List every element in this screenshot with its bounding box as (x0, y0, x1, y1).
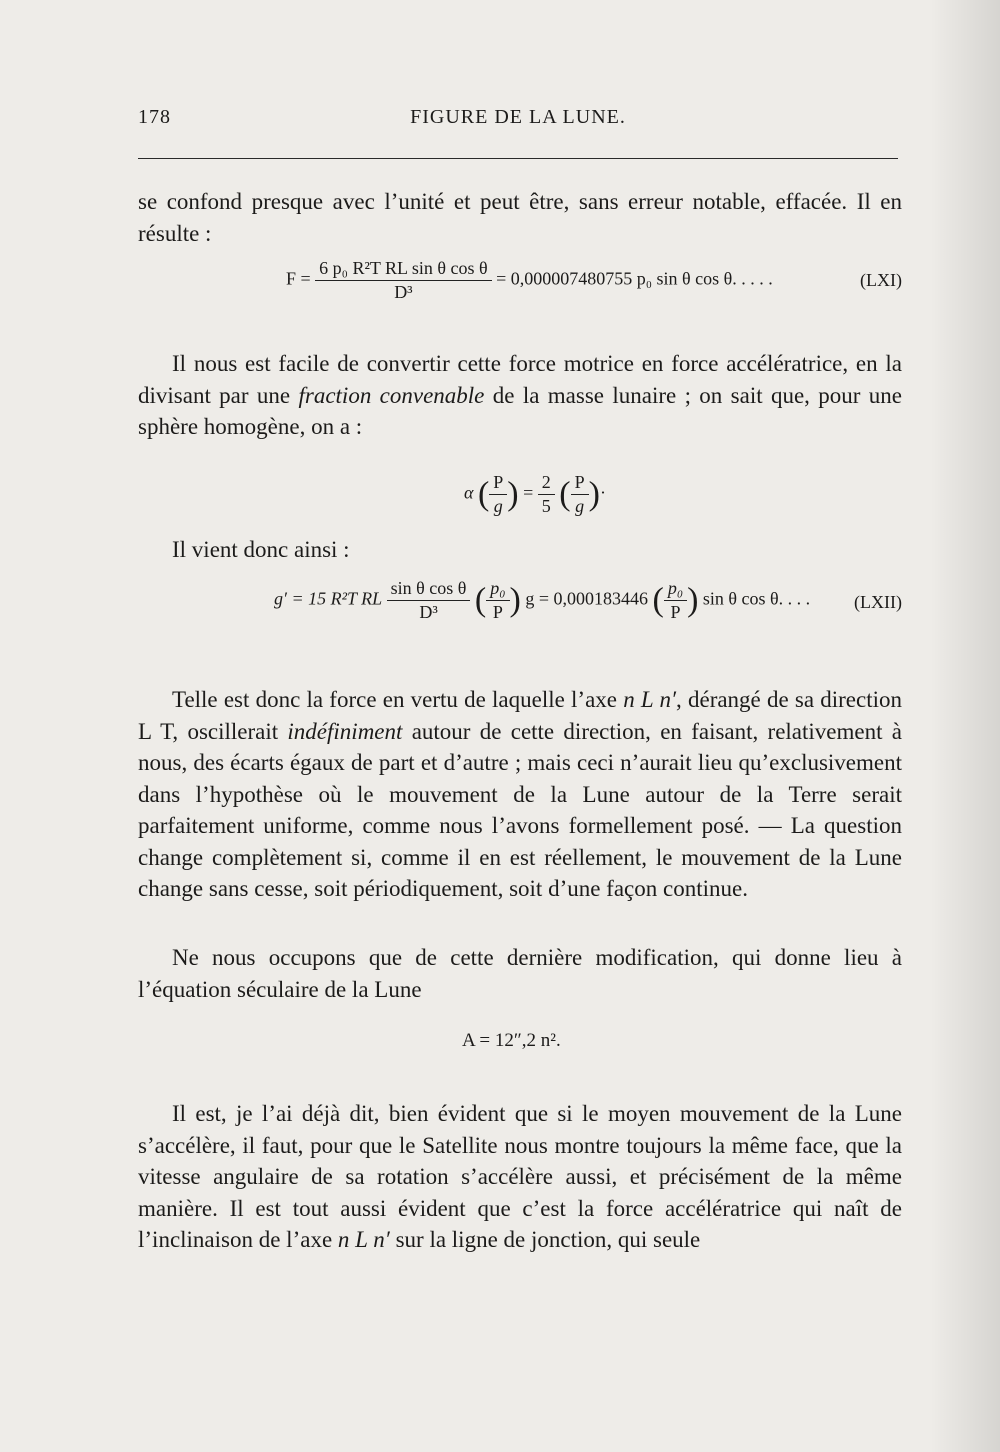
eq2-end: · (599, 482, 606, 503)
eq2-fraction-right (571, 472, 589, 517)
eq3-p0-over-P-2 (664, 578, 687, 623)
equation-moment (464, 472, 606, 517)
equation-lxi (286, 258, 902, 303)
paragraph-1: se confond presque avec l’unité et peut être, sans erreur notable, effacée. Il en résulte : (138, 189, 902, 246)
eq2-paren-close: ) (507, 475, 519, 513)
p4-text-1: Telle est donc la force en vertu de laquelle l’axe (172, 687, 624, 712)
eq2-equals: = (523, 482, 534, 503)
eq2-fraction-left (489, 472, 507, 517)
p6-axis: n L n′ (337, 1227, 390, 1252)
equation-secular: A = 12″,2 n². (462, 1030, 561, 1051)
page-header (138, 106, 898, 136)
eq3-numerator: sin θ cos θ (387, 578, 471, 601)
eq1-denominator: D³ (394, 282, 413, 302)
p4-text-2: , dérangé de sa direction L T, oscillerait (138, 687, 902, 744)
eq2-g-right: g (575, 496, 585, 516)
paragraph-5: Ne nous occupons que de cette dernière modification, qui donne lieu à l’équation séculaire de la Lune (138, 945, 902, 1002)
eq2-alpha: α (464, 482, 474, 503)
eq3-p0-2: p₀ (664, 578, 687, 601)
eq3-label: (LXII) (854, 592, 902, 612)
eq2-paren-close-2: ) (588, 475, 600, 513)
eq3-mid: g = 0,000183446 (525, 588, 648, 609)
eq3-denominator: D³ (419, 602, 438, 622)
eq2-p-right: P (571, 472, 589, 495)
page-edge-shadow (930, 0, 1000, 1452)
eq2-paren-open-2: ( (559, 475, 571, 513)
eq2-two-fifths (538, 472, 555, 517)
eq3-fraction (387, 578, 471, 623)
eq2-five: 5 (541, 496, 551, 516)
paragraph-3: Il vient donc ainsi : (172, 537, 350, 562)
eq3-p0-over-P (486, 578, 509, 623)
eq3-P: P (492, 602, 503, 622)
equation-lxii (274, 578, 902, 623)
p4-text-3: autour de cette direction, en faisant, relativement à nous, des écarts égaux de part et d’autre ; mais ceci n’aurait lieu qu’exclusivement dans l’hypothèse où le mouvement de la Lune autour de la Terre serait parfaitement uniforme, comme nous l’avons formellement posé. — La question change complètement si, comme il en est réellement, le mouvement de la Lune change sans cesse, soit périodiquement, soit d’une façon continue. (138, 718, 902, 901)
eq1-dots: . . . . (741, 268, 773, 289)
eq3-paren-close-2: ) (687, 581, 699, 619)
header-rule (138, 158, 898, 159)
eq2-g-left: g (493, 496, 503, 516)
running-title: FIGURE DE LA LUNE. (410, 106, 626, 128)
eq2-two: 2 (538, 472, 555, 495)
paragraph-2 (138, 348, 902, 443)
eq1-rhs: = 0,000007480755 p₀ sin θ cos θ. (496, 268, 737, 289)
eq1-numerator: 6 p₀ R²T RL sin θ cos θ (315, 258, 491, 281)
paragraph-6 (138, 1098, 902, 1256)
p2-after: de la masse lunaire ; on sait que, pour une sphère homogène, on a : (138, 382, 903, 439)
eq3-paren-close: ) (509, 581, 521, 619)
p4-axis: n L n′ (623, 687, 677, 712)
eq3-lhs: g′ = 15 R²T RL (274, 588, 383, 609)
p6-text-2: sur la ligne de jonction, qui seule (389, 1227, 701, 1252)
page-number: 178 (138, 106, 171, 128)
p2-before: Il nous est facile de convertir cette force motrice en force accélératrice, en la divisant par une (138, 351, 902, 408)
eq3-P-2: P (670, 602, 681, 622)
eq1-fraction (315, 258, 491, 303)
eq3-paren-open: ( (474, 581, 487, 619)
eq3-dots: . . . (787, 588, 811, 609)
eq3-rhs: sin θ cos θ. (702, 588, 784, 609)
eq3-paren-open-2: ( (652, 581, 664, 619)
eq2-p-left: P (489, 472, 507, 495)
eq1-label: (LXI) (860, 270, 902, 290)
eq3-p0: p₀ (486, 578, 509, 601)
p6-text-1: Il est, je l’ai déjà dit, bien évident que si le moyen mouvement de la Lune s’accélère, il faut, pour que le Satellite nous montre toujours la même face, que la vitesse angulaire de sa rotation s’accélère aussi, et précisément de la même manière. Il est tout aussi évident que c’est la force accélératrice qui naît de l’inclinaison de l’axe (138, 1101, 902, 1252)
eq1-lhs: F = (286, 268, 311, 289)
p2-italic: fraction convenable (298, 382, 485, 408)
paragraph-4 (138, 684, 902, 905)
p4-italic: indéfiniment (287, 718, 403, 744)
eq2-paren-open: ( (477, 475, 490, 513)
